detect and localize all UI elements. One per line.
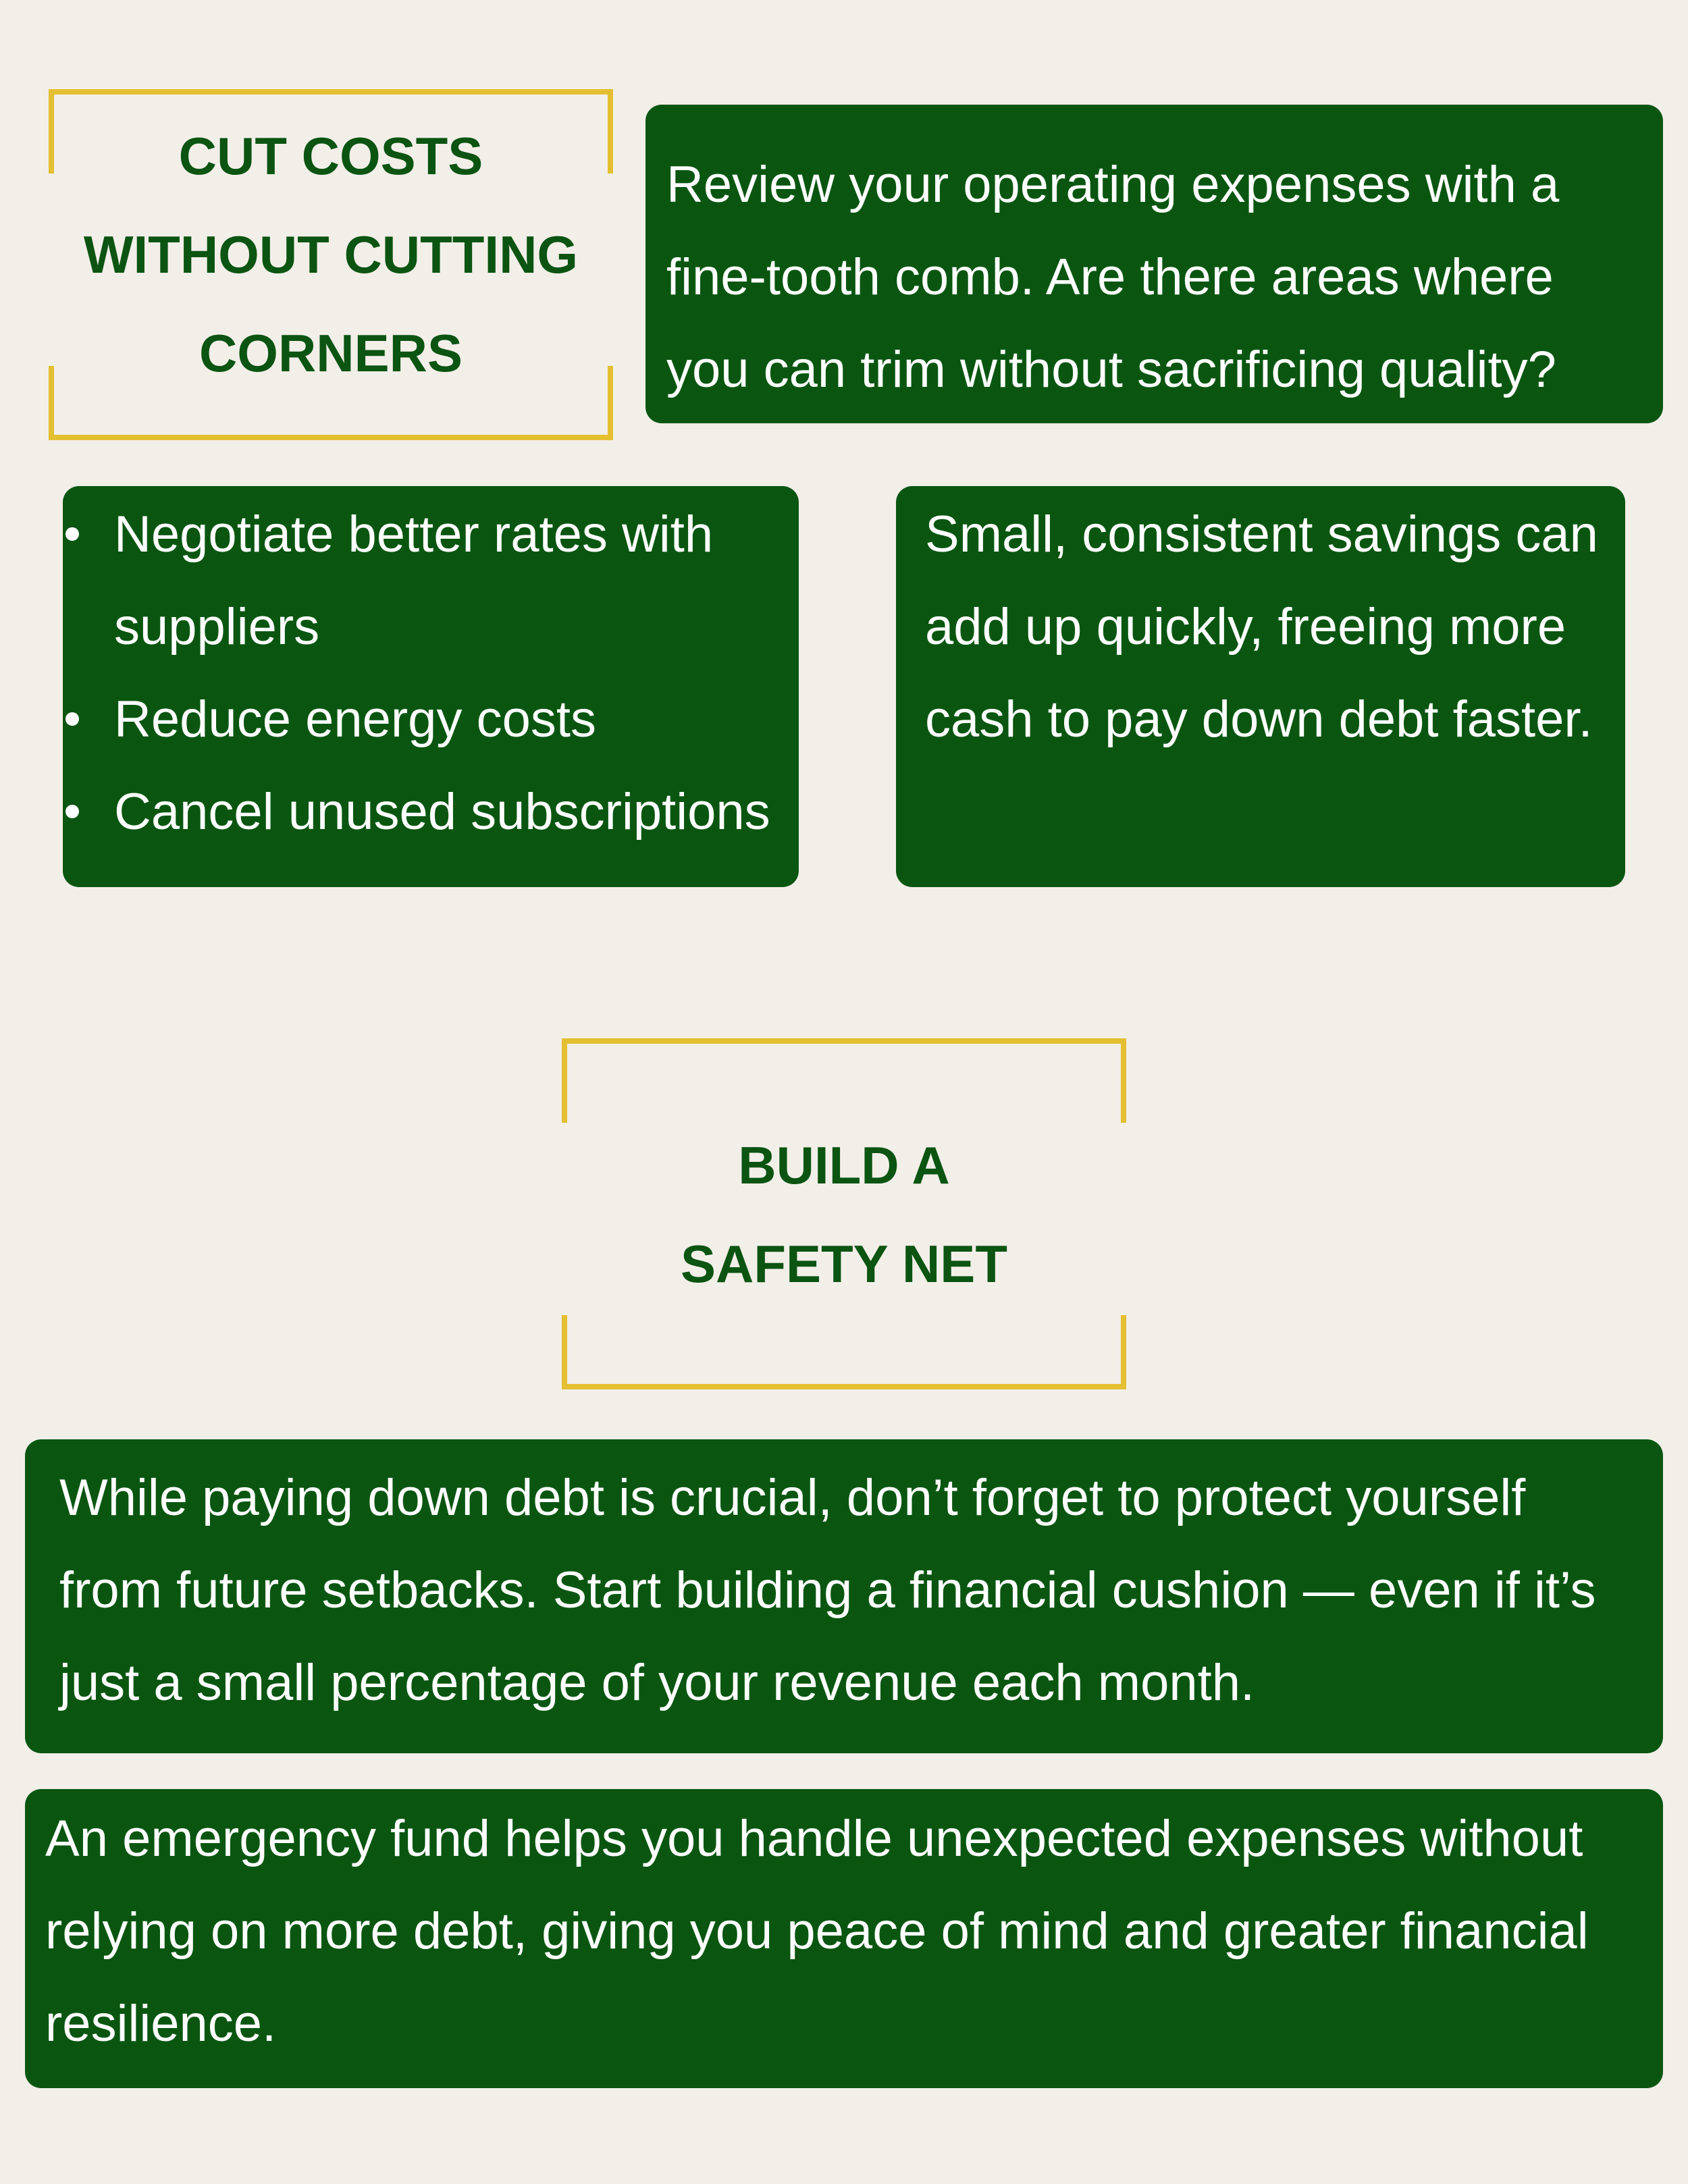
- bullet-icon: [65, 527, 79, 541]
- heading-line: WITHOUT CUTTING: [83, 225, 579, 284]
- emergency-fund-text: An emergency fund helps you handle unexpected expenses without relying on more debt, giving you peace of mind and greater financial resilience.: [45, 1810, 1589, 2052]
- heading-line: BUILD A: [738, 1136, 950, 1195]
- section1-heading: [49, 107, 613, 402]
- heading-line: CUT COSTS: [178, 126, 483, 186]
- tips-panel: [63, 486, 799, 887]
- list-item: [63, 488, 792, 673]
- bullet-icon: [65, 712, 79, 726]
- section2-heading-frame: [562, 1038, 1126, 1389]
- list-item: [63, 766, 792, 858]
- frame-bottom-bracket: [562, 1315, 1126, 1389]
- list-item: [63, 673, 792, 766]
- safety-net-panel: [25, 1439, 1663, 1753]
- savings-note-text: Small, consistent savings can add up quickly, freeing more cash to pay down debt faster.: [925, 506, 1598, 748]
- heading-line: SAFETY NET: [681, 1234, 1007, 1294]
- tip-text: Cancel unused subscriptions: [114, 783, 770, 841]
- bullet-icon: [65, 805, 79, 818]
- savings-note-panel: [896, 486, 1625, 887]
- intro-panel: [645, 105, 1663, 423]
- tip-text: Negotiate better rates with suppliers: [114, 506, 714, 656]
- intro-text: Review your operating expenses with a fine-tooth comb. Are there areas where you can trim without sacrificing quality?: [666, 156, 1560, 398]
- heading-line: CORNERS: [199, 323, 463, 383]
- section1-heading-frame: [49, 89, 613, 440]
- safety-net-text: While paying down debt is crucial, don’t forget to protect yourself from future setbacks. Start building a financial cushion — even if it’s just a small percentage of your revenue each month.: [59, 1469, 1596, 1711]
- tips-list: [63, 486, 792, 858]
- section2-heading: [562, 1116, 1126, 1313]
- tip-text: Reduce energy costs: [114, 691, 596, 748]
- emergency-fund-panel: [25, 1789, 1663, 2088]
- frame-top-bracket: [562, 1038, 1126, 1123]
